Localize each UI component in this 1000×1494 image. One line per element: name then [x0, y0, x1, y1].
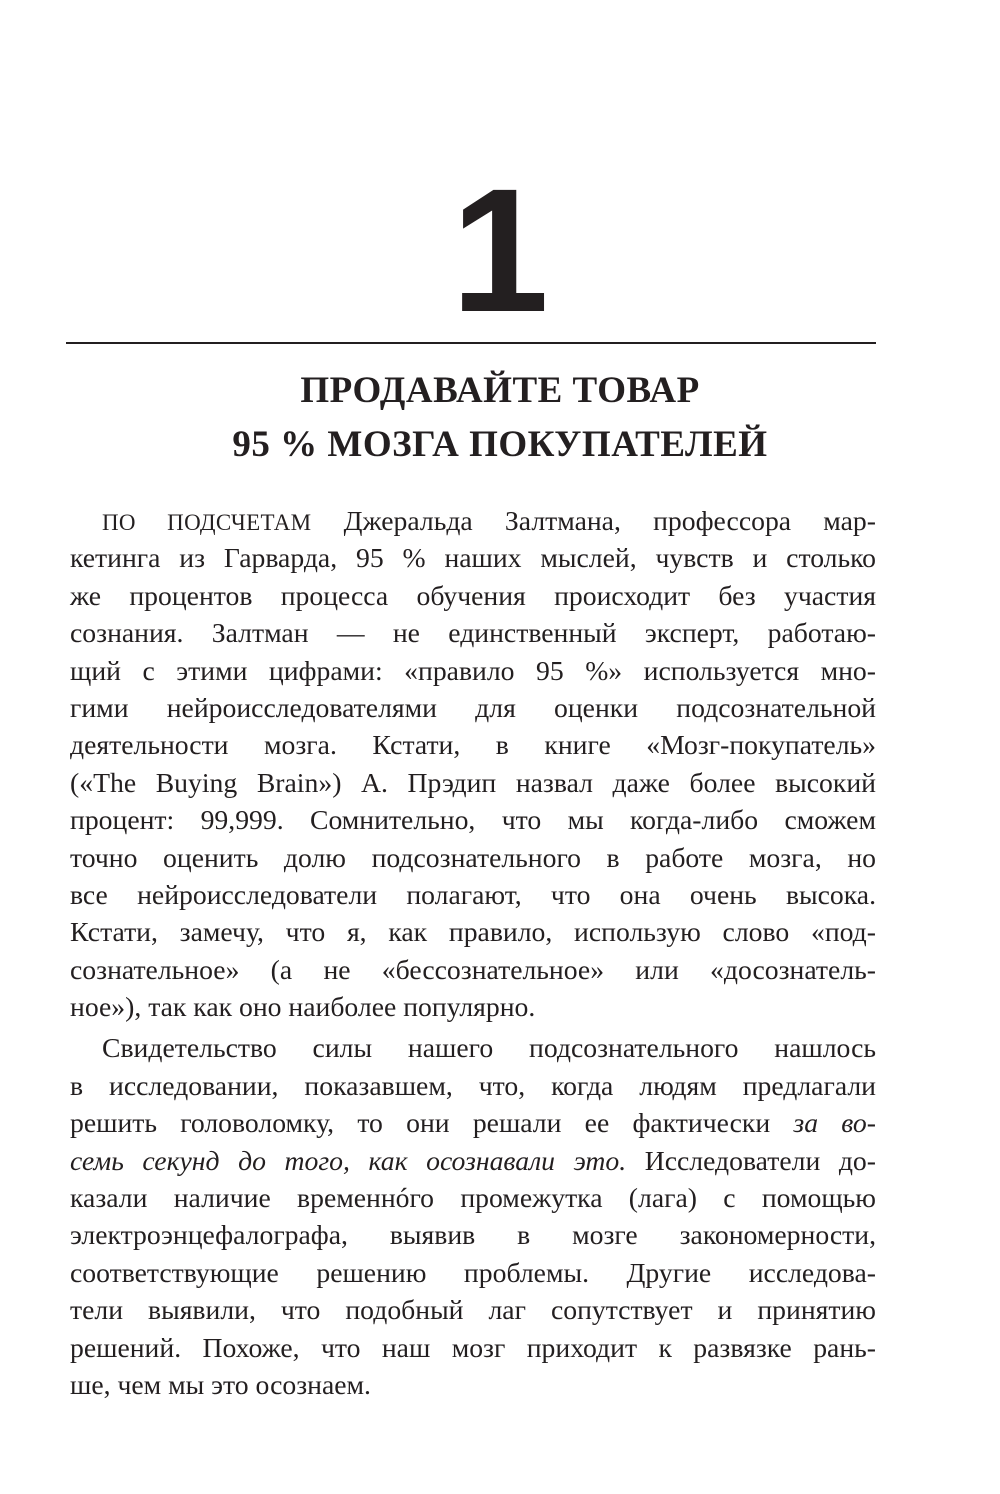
chapter-number: 1: [451, 153, 549, 349]
emphasis: за во-: [793, 1107, 876, 1139]
chapter-title-line-2: 95 % МОЗГА ПОКУПАТЕЛЕЙ: [232, 424, 768, 465]
paragraph-1-line: же процентов процесса обучения происходит без участия: [70, 579, 876, 611]
emphasis: семь секунд до того, как осознавали это.: [70, 1144, 627, 1176]
chapter-title-line-1: ПРОДАВАЙТЕ ТОВАР: [300, 370, 700, 411]
paragraph-1-line: все нейроисследователи полагают, что она очень высока.: [70, 878, 876, 910]
paragraph-1-line: («The Buying Brain») А. Прэдип назвал даже более высокий: [70, 766, 876, 798]
paragraph-2-line: Свидетельство силы нашего подсознательного нашлось: [102, 1032, 876, 1064]
chapter-divider: [66, 342, 876, 344]
paragraph-2-line: тели выявили, что подобный лаг сопутствует и принятию: [70, 1294, 876, 1326]
paragraph-1-line: сознательное» (а не «бессознательное» или «досознатель-: [70, 953, 876, 985]
paragraph-2-line: решить головоломку, то они решали ее фактически за во-: [70, 1107, 876, 1139]
paragraph-1-line: кетинга из Гарварда, 95 % наших мыслей, чувств и столько: [70, 542, 876, 574]
chapter-title: [0, 364, 1000, 472]
paragraph-2-line: ше, чем мы это осознаем.: [70, 1368, 371, 1400]
paragraph-1: [70, 502, 876, 1025]
paragraph-1-line: процент: 99,999. Сомнительно, что мы когда-либо сможем: [70, 804, 876, 836]
paragraph-2: [70, 1029, 876, 1403]
paragraph-1-line: точно оценить долю подсознательного в работе мозга, но: [70, 841, 876, 873]
lead-in: ПО ПОДСЧЕТАМ: [102, 510, 312, 535]
paragraph-1-line: щий с этими цифрами: «правило 95 %» используется мно-: [70, 654, 876, 686]
paragraph-1-line: Кстати, замечу, что я, как правило, использую слово «под-: [70, 916, 876, 948]
paragraph-1-line: ное»), так как оно наиболее популярно.: [70, 991, 536, 1023]
paragraph-1-line: сознания. Залтман — не единственный эксперт, работаю-: [70, 617, 876, 649]
paragraph-2-line: в исследовании, показавшем, что, когда людям предлагали: [70, 1069, 876, 1101]
body-text: [70, 502, 876, 1403]
paragraph-2-line: электроэнцефалографа, выявив в мозге закономерности,: [70, 1219, 876, 1251]
paragraph-2-line: решений. Похоже, что наш мозг приходит к развязке рань-: [70, 1331, 876, 1363]
paragraph-2-line: семь секунд до того, как осознавали это. Исследователи до-: [70, 1144, 876, 1176]
paragraph-1-line-1: ПО ПОДСЧЕТАМ Джеральда Залтмана, профессора мар-: [102, 505, 876, 536]
paragraph-1-line: гими нейроисследователями для оценки подсознательной: [70, 691, 876, 723]
paragraph-1-line: деятельности мозга. Кстати, в книге «Мозг-покупатель»: [70, 729, 876, 761]
paragraph-2-line: соответствующие решению проблемы. Другие исследова-: [70, 1256, 876, 1288]
paragraph-2-line: казали наличие временнóго промежутка (лага) с помощью: [70, 1182, 876, 1214]
